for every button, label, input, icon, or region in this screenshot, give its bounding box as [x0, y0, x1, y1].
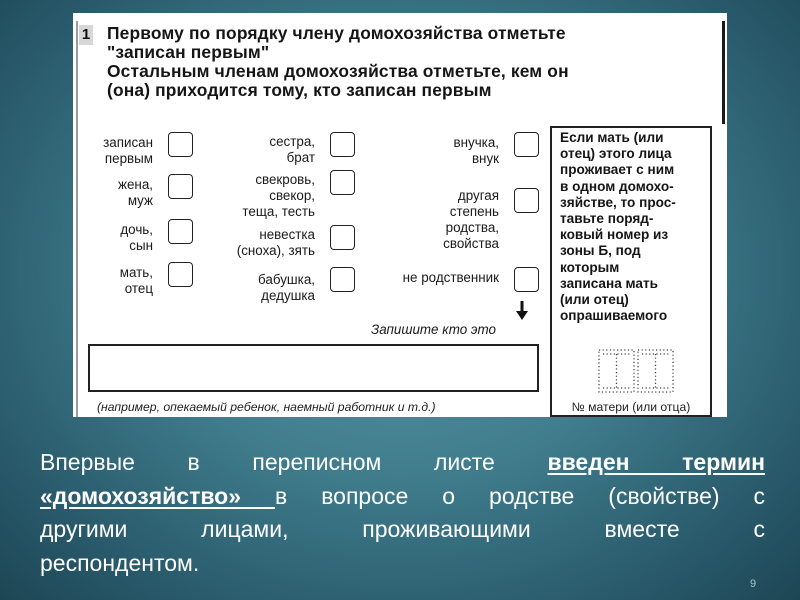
question-right-rule: [722, 21, 725, 124]
option-label-child-in-law: невестка (сноха), зять: [236, 227, 315, 258]
question-left-rule: [76, 21, 78, 417]
option-label-in-laws: свекровь, свекор, теща, тесть: [242, 172, 315, 219]
option-label-child: дочь, сын: [120, 222, 153, 253]
write-in-label: Запишите кто это: [371, 322, 496, 337]
question-number: 1: [79, 25, 93, 45]
caption-line: [40, 480, 765, 514]
caption-line: [40, 446, 765, 480]
checkbox-other-relation[interactable]: [514, 188, 539, 213]
checkbox-sibling[interactable]: [330, 132, 355, 157]
caption-line: респондентом.: [40, 549, 200, 576]
question-line: "записан первым": [107, 42, 270, 62]
census-form-image: [73, 13, 727, 417]
option-label-grandparent: бабушка, дедушка: [258, 272, 315, 303]
slide-caption: [40, 446, 765, 580]
checkbox-child[interactable]: [168, 219, 193, 244]
option-label-not-relative: не родственник: [402, 270, 499, 285]
caption-emphasis: введен термин: [547, 449, 765, 475]
checkbox-child-in-law[interactable]: [330, 225, 355, 250]
caption-text: в вопросе о родстве (свойстве) с: [275, 482, 765, 509]
arrow-down-icon: [516, 301, 528, 321]
mother-number-digit-boxes[interactable]: [597, 348, 675, 394]
mother-number-label: № матери (или отца): [571, 400, 691, 414]
caption-emphasis: «домохозяйство»: [40, 482, 275, 509]
checkbox-recorded-first[interactable]: [168, 132, 193, 157]
slide-number: 9: [750, 578, 757, 590]
caption-line: другими лицами, проживающими вместе с: [40, 516, 765, 542]
mother-father-instructions: Если мать (или отец) этого лица проживает с ним в одном домохо- зяйстве, то прос- тавьте поряд- ковый номер из зоны Б, под которым записана мать (или отец) опрашиваемого: [560, 130, 676, 324]
checkbox-spouse[interactable]: [168, 174, 193, 199]
checkbox-in-laws[interactable]: [330, 170, 355, 195]
question-line: Первому по порядку члену домохозяйства отметьте: [107, 23, 566, 43]
option-label-other-relation: другая степень родства, свойства: [443, 188, 499, 251]
caption-text: Впервые в переписном листе: [40, 449, 548, 475]
write-in-example: (например, опекаемый ребенок, наемный работник и т.д.): [97, 400, 436, 414]
question-text: [107, 24, 719, 100]
write-in-field[interactable]: [88, 344, 539, 392]
question-line: (она) приходится тому, кто записан первым: [107, 80, 492, 100]
checkbox-parent[interactable]: [168, 262, 193, 287]
checkbox-grandchild[interactable]: [514, 132, 539, 157]
option-label-sibling: сестра, брат: [269, 134, 315, 165]
option-label-recorded-first: записан первым: [103, 135, 153, 166]
checkbox-grandparent[interactable]: [330, 267, 355, 292]
checkbox-not-relative[interactable]: [514, 267, 539, 292]
mother-father-panel: [550, 126, 712, 417]
question-line: Остальным членам домохозяйства отметьте, кем он: [107, 61, 569, 81]
option-label-grandchild: внучка, внук: [453, 135, 499, 166]
option-label-spouse: жена, муж: [118, 177, 153, 208]
option-label-parent: мать, отец: [119, 265, 153, 296]
